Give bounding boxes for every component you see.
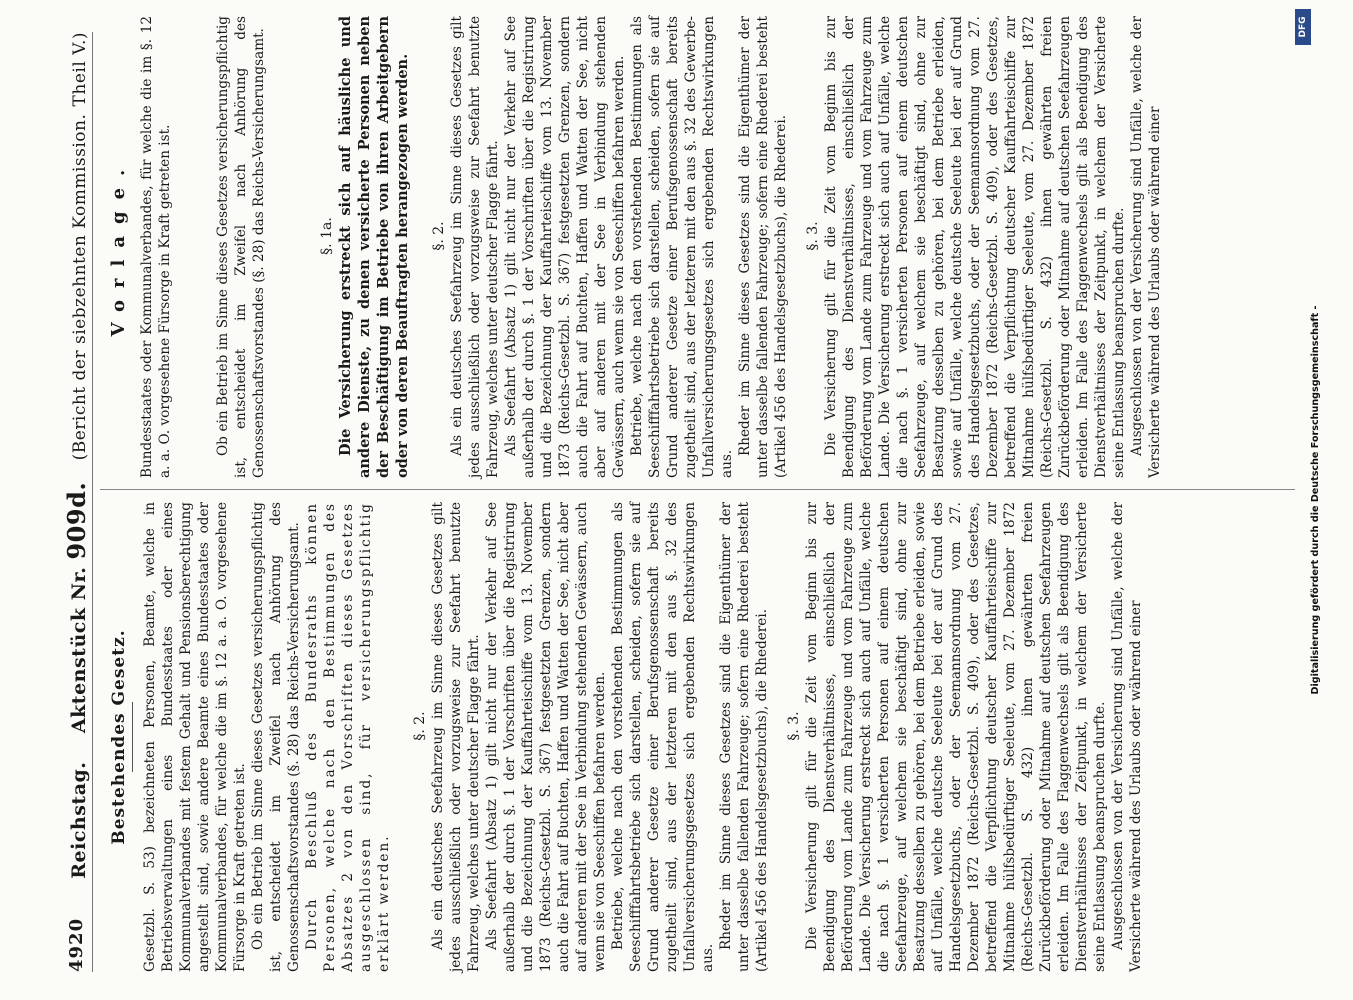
right-s2-p3: Betriebe, welche nach den vorstehenden Bestimmungen als Seeschifffahrtsbetriebe sich darstellen, scheiden, sofern sie auf Grund anderer Gesetze einer Berufsgenossenschaft bereits zugetheilt sind, aus der letzteren mit den aus §. 32 des Gewerbe-Unfallversicherungsgesetzes sich ergebenden Rechtswirkungen aus.: [629, 16, 735, 478]
left-column-heading: Bestehendes Gesetz.: [109, 629, 129, 845]
right-s1a-title: §. 1a.: [319, 217, 335, 255]
left-p3: Durch Beschluß des Bundesraths können Personen, welche nach den Bestimmungen des Absatzes 2 von den Vorschriften dieses Gesetzes ausgeschlossen sind, für versicherungspflichtig erklärt werden.: [304, 502, 392, 972]
header-doc-prefix: Aktenstück Nr.: [67, 566, 90, 734]
left-s3-title: §. 3.: [786, 711, 802, 741]
right-s3-p2: Ausgeschlossen von der Versicherung sind Unfälle, welche der Versicherte während des Urlaubs oder während einer: [1129, 16, 1163, 478]
left-s2-p2: Als Seefahrt (Absatz 1) gilt nicht nur der Verkehr auf See außerhalb der durch §. 1 der Vorschriften über die Registrirung und die Bezeichnung der Kauffahrteischiffe vom 13. November 1873 (Reichs-Gesetzbl. S. 367) festgesetzten Grenzen, sondern auch die Fahrt auf Buchten, Haffen und Watten der See, nicht aber auf anderen mit der See in Verbindung stehenden Gewässern, auch wenn sie von Seeschiffen befahren werden.: [484, 502, 608, 972]
left-s2-p3: Betriebe, welche nach den vorstehenden Bestimmungen als Seeschifffahrtsbetriebe sich darstellen, scheiden, sofern sie auf Grund anderer Gesetze einer Berufsgenossenschaft bereits zugetheilt sind, aus der letzteren mit den aus §. 32 des Unfallversicherungsgesetzes sich ergebenden Rechtswirkungen aus.: [610, 502, 716, 972]
left-s3-p2: Ausgeschlossen von der Versicherung sind Unfälle, welche der Versicherte während des Urlaubs oder während einer: [1110, 502, 1144, 972]
right-s3-p1: Die Versicherung gilt für die Zeit vom Beginn bis zur Beendigung des Dienstverhältnisses, einschließlich der Beförderung vom Lande zum Fahrzeuge und vom Fahrzeuge zum Lande. Die Versicherung erstreckt sich auch auf Unfälle, welche die nach §. 1 versicherten Personen auf einem deutschen Seefahrzeuge, auf welchem sie beschäftigt sind, ohne zur Besatzung desselben zu gehören, bei dem Betriebe erleiden, sowie auf Unfälle, welche deutsche Seeleute bei der auf Grund des Handelsgesetzbuchs, oder der Seemannsordnung vom 27. Dezember 1872 (Reichs-Gesetzbl. S. 409), oder des Gesetzes, betreffend die Verpflichtung deutscher Kauffahrteischiffe zur Mitnahme hülfsbedürftiger Seeleute, vom 27. Dezember 1872 (Reichs-Gesetzbl. S. 432) ihnen gewährten freien Zurückbeförderung oder Mitnahme auf deutschen Seefahrzeugen erleiden. Im Falle des Flaggenwechsels gilt als Beendigung des Dienstverhältnisses der Zeitpunkt, in welchem der Versicherte seine Entlassung beanspruchen durfte.: [823, 16, 1127, 478]
header-left-part: Reichstag.: [67, 761, 90, 879]
header-doc-number: 909d.: [61, 481, 91, 560]
left-column: [110, 502, 1145, 972]
header-right-part: (Bericht der siebzehnten Kommission.: [69, 113, 90, 461]
heading-rule: [132, 702, 133, 772]
right-intro: Bundesstaates oder Kommunalverbandes, für welche die im §. 12 a. a. O. vorgesehene Fürsorge in Kraft getreten ist.: [139, 16, 173, 478]
left-s2-p4: Rheder im Sinne dieses Gesetzes sind die Eigenthümer der unter dasselbe fallenden Fahrzeuge; sofern eine Rhederei besteht (Artikel 456 des Handelsgesetzbuchs), die Rhederei.: [718, 502, 770, 972]
header-title: [62, 32, 91, 879]
right-s2-title: §. 2.: [431, 221, 447, 251]
right-p2: Ob ein Betrieb im Sinne dieses Gesetzes versicherungspflichtig ist, entscheidet im Zweifel nach Anhörung des Genossenschaftsvorstandes (§. 28) das Reichs-Versicherungsamt.: [215, 16, 267, 478]
left-s2-p1: Als ein deutsches Seefahrzeug im Sinne dieses Gesetzes gilt jedes ausschließlich oder vorzugsweise zur Seefahrt benutzte Fahrzeug, welches unter deutscher Flagge fährt.: [430, 502, 482, 972]
column-divider: [100, 489, 1295, 490]
dfg-logo: DFG: [1295, 9, 1311, 45]
left-p2: Ob ein Betrieb im Sinne dieses Gesetzes versicherungspflichtig ist, entscheidet im Zweifel nach Anhörung des Genossenschaftsvorstandes (§. 28) das Reichs-Versicherungsamt.: [250, 502, 302, 972]
right-column: [110, 16, 1164, 478]
right-s2-p1: Als ein deutsches Seefahrzeug im Sinne dieses Gesetzes gilt jedes ausschließlich oder vorzugsweise zur Seefahrt benutzte Fahrzeug, welches unter deutscher Flagge fährt.: [449, 16, 501, 478]
right-s1a-text: Die Versicherung erstreckt sich auf häusliche und andere Dienste, zu denen versicherte Personen neben der Beschäftigung im Betriebe von ihren Arbeitgebern oder von deren Beauftragten herangezogen werden.: [337, 16, 411, 478]
right-s2-p2: Als Seefahrt (Absatz 1) gilt nicht nur der Verkehr auf See außerhalb der durch §. 1 der Vorschriften über die Registrirung und die Bezeichnung der Kauffahrteischiffe vom 13. November 1873 (Reichs-Gesetzbl. S. 367) festgesetzten Grenzen, sondern auch die Fahrt auf Buchten, Haffen und Watten der See, nicht aber auf anderen mit der See in Verbindung stehenden Gewässern, auch wenn sie von Seeschiffen befahren werden.: [503, 16, 627, 478]
digitization-note: Digitalisierung gefördert durch die Deutsche Forschungsgemeinschaft -: [1310, 305, 1321, 695]
right-s2-p4: Rheder im Sinne dieses Gesetzes sind die Eigenthümer der unter dasselbe fallenden Fahrzeuge; sofern eine Rhederei besteht (Artikel 456 des Handelsgesetzbuchs), die Rhederei.: [737, 16, 789, 478]
right-s3-title: §. 3.: [805, 221, 821, 251]
header-volume: Theil V.): [69, 32, 90, 107]
left-s3-p1: Die Versicherung gilt für die Zeit vom Beginn bis zur Beendigung des Dienstverhältnisses, einschließlich der Beförderung vom Lande zum Fahrzeuge und vom Fahrzeuge zum Lande. Die Versicherung erstreckt sich auch auf Unfälle, welche die nach §. 1 versicherten Personen auf einem deutschen Seefahrzeuge, auf welchem sie beschäftigt sind, ohne zur Besatzung desselben zu gehören, bei dem Betriebe erleiden, sowie auf Unfälle, welche deutsche Seeleute bei der auf Grund des Handelsgesetzbuchs, oder der Seemannsordnung vom 27. Dezember 1872 (Reichs-Gesetzbl. S. 409), oder des Gesetzes, betreffend die Verpflichtung deutscher Kauffahrteischiffe zur Mitnahme hülfsbedürftiger Seeleute, vom 27. Dezember 1872 (Reichs-Gesetzbl. S. 432) ihnen gewährten freien Zurückbeförderung oder Mitnahme auf deutschen Seefahrzeugen erleiden. Im Falle des Flaggenwechsels gilt als Beendigung des Dienstverhältnisses der Zeitpunkt, in welchem der Versicherte seine Entlassung beanspruchen durfte.: [804, 502, 1108, 972]
page-header: [60, 32, 93, 972]
page-number: 4920: [65, 917, 87, 972]
right-column-heading: Vorlage.: [108, 157, 129, 337]
left-s2-title: §. 2.: [412, 711, 428, 741]
left-intro: Gesetzbl. S. 53) bezeichneten Personen, Beamte, welche in Betriebsverwaltungen eines Bundesstaates oder eines Kommunalverbandes mit festem Gehalt und Pensionsberechtigung angestellt sind, sowie andere Beamte eines Bundesstaates oder Kommunalverbandes, für welche die im §. 12 a. a. O. vorgesehene Fürsorge in Kraft getreten ist.: [142, 502, 248, 972]
